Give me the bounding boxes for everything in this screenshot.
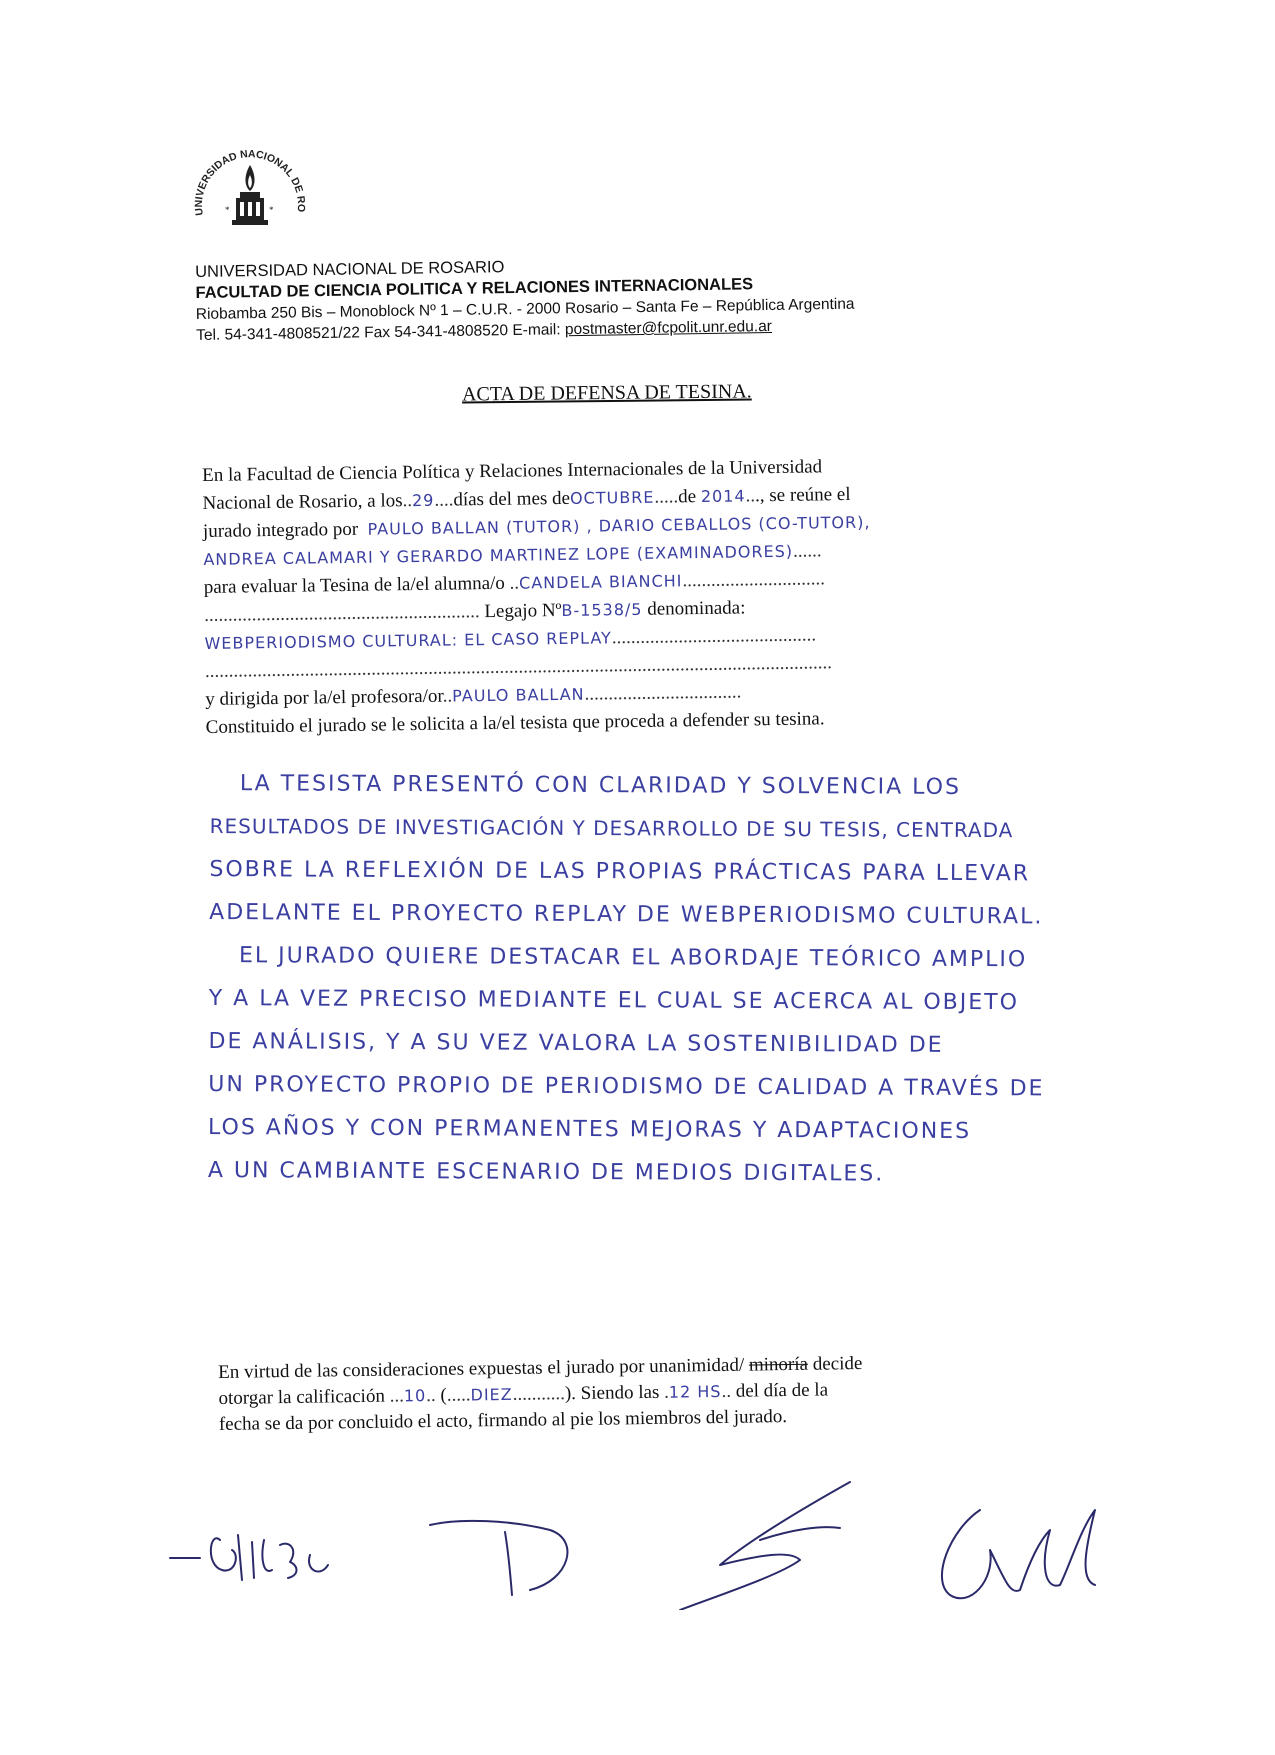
note-line: RESULTADOS DE INVESTIGACIÓN Y DESARROLLO DE SU TESIS, CENTRADA (209, 813, 1014, 843)
phone-fax: Tel. 54-341-4808521/22 Fax 54-341-4808520 E-mail: (196, 321, 566, 344)
note-line: UN PROYECTO PROPIO DE PERIODISMO DE CALIDAD A TRAVÉS DE (208, 1071, 1045, 1102)
student-name: CANDELA BIANCHI (518, 571, 683, 593)
form-text-5a: para evaluar la Tesina de la/el alumna/o (203, 572, 505, 598)
thesis-title: WEBPERIODISMO CULTURAL: EL CASO REPLAY (204, 628, 612, 653)
form-text-3a: jurado integrado por (202, 518, 359, 542)
signature-4 (942, 1510, 1095, 1598)
struck-word: minoría (748, 1353, 809, 1376)
day-value: 29 (411, 490, 435, 511)
handwritten-evaluation (208, 762, 1110, 1197)
svg-text:*: * (269, 205, 274, 215)
faculty-name: FACULTAD DE CIENCIA POLITICA Y RELACIONES INTERNACIONALES (195, 275, 754, 302)
university-seal-icon (185, 135, 315, 265)
form-line-2: Nacional de Rosario, a los..29....días del mes deOCTUBRE.....de 2014..., se reúne el (202, 483, 851, 514)
form-text-6a: Legajo Nº (484, 599, 562, 623)
form-line-8: y dirigida por la/el profesora/or..PAULO BALLAN................................. (205, 681, 742, 710)
form-body (202, 449, 1116, 742)
svg-text:*: * (225, 205, 230, 215)
note-line: A UN CAMBIANTE ESCENARIO DE MEDIOS DIGITALES. (207, 1157, 885, 1187)
form-line-4: ANDREA CALAMARI Y GERARDO MARTINEZ LOPE (EXAMINADORES)...... (203, 540, 822, 569)
form-text-2c: de (678, 486, 697, 508)
closing-text-1b: decide (812, 1353, 863, 1375)
closing-paragraph (218, 1347, 1129, 1438)
form-line-5: para evaluar la Tesina de la/el alumna/o ..CANDELA BIANCHI.............................. (203, 568, 826, 598)
note-line: ADELANTE EL PROYECTO REPLAY DE WEBPERIODISMO CULTURAL. (209, 899, 1044, 930)
note-line: DE ANÁLISIS, Y A SU VEZ VALORA LA SOSTENIBILIDAD DE (208, 1028, 944, 1058)
form-text-2b: días del mes de (453, 487, 571, 511)
form-text-2d: ., se reúne el (754, 483, 851, 507)
grade-words: DIEZ (470, 1384, 513, 1405)
page-title: ACTA DE DEFENSA DE TESINA. (461, 380, 752, 406)
email-link[interactable]: postmaster@fcpolit.unr.edu.ar (564, 317, 773, 339)
grade-number: 10 (403, 1386, 427, 1406)
closing-line-2: otorgar la calificación ...10.. (.....DIEZ...........). Siendo las .12 HS.. del día de la (218, 1379, 829, 1409)
letterhead (195, 252, 855, 346)
form-line-6: .......................................................... Legajo NºB-1538/5 denominada: (203, 597, 746, 626)
address: Riobamba 250 Bis – Monoblock Nº 1 – C.U.R. - 2000 Rosario – Santa Fe – República Argentina (195, 295, 855, 323)
note-line: SOBRE LA REFLEXIÓN DE LAS PROPIAS PRÁCTICAS PARA LLEVAR (209, 856, 1031, 887)
closing-text-3: fecha se da por concluido el acto, firmando al pie los miembros del jurado. (218, 1406, 788, 1435)
closing-text-2c: del día de la (735, 1379, 829, 1402)
hour-value: 12 HS (668, 1381, 722, 1402)
seal-ring-text: UNIVERSIDAD NACIONAL DE RO (192, 148, 308, 217)
form-text-9: Constituido el jurado se le solicita a la/el tesista que proceda a defender su tesina. (205, 708, 825, 738)
signatures-drawing (160, 1470, 1160, 1610)
form-line-7: WEBPERIODISMO CULTURAL: EL CASO REPLAY........................................... (204, 624, 817, 653)
university-name: UNIVERSIDAD NACIONAL DE ROSARIO (195, 258, 505, 281)
note-line: LOS AÑOS Y CON PERMANENTES MEJORAS Y ADAPTACIONES (208, 1114, 972, 1144)
form-line-blank: .................................................................................................................................... (204, 652, 833, 682)
signature-3 (680, 1482, 850, 1610)
note-line: Y A LA VEZ PRECISO MEDIANTE EL CUAL SE ACERCA AL OBJETO (208, 985, 1019, 1016)
legajo-value: B-1538/5 (561, 599, 643, 620)
year-value: 2014 (700, 486, 746, 507)
signature-1 (170, 1535, 328, 1580)
month-value: OCTUBRE (569, 487, 655, 508)
form-text-1: En la Facultad de Ciencia Política y Relaciones Internacionales de la Universidad (202, 456, 823, 486)
note-line: LA TESISTA PRESENTÓ CON CLARIDAD Y SOLVENCIA LOS (239, 771, 962, 800)
note-line: EL JURADO QUIERE DESTACAR EL ABORDAJE TEÓRICO AMPLIO (238, 943, 1028, 973)
jury-members-1: PAULO BALLAN (TUTOR) , DARIO CEBALLOS (CO-TUTOR), (367, 512, 871, 539)
form-text-2a: Nacional de Rosario, a los (202, 490, 403, 514)
closing-text-2a: otorgar la calificación (218, 1385, 386, 1409)
jury-members-2: ANDREA CALAMARI Y GERARDO MARTINEZ LOPE (EXAMINADORES) (203, 541, 794, 569)
signature-2 (430, 1521, 567, 1595)
director-name: PAULO BALLAN (452, 684, 585, 706)
form-text-8a: y dirigida por la/el profesora/or (205, 685, 443, 710)
closing-text-2b: ). Siendo las (564, 1381, 660, 1405)
form-text-6b: denominada: (647, 597, 746, 620)
closing-text-1a: En virtud de las consideraciones expuestas el jurado por unanimidad/ (218, 1354, 745, 1383)
jury-signatures (160, 1470, 1160, 1610)
